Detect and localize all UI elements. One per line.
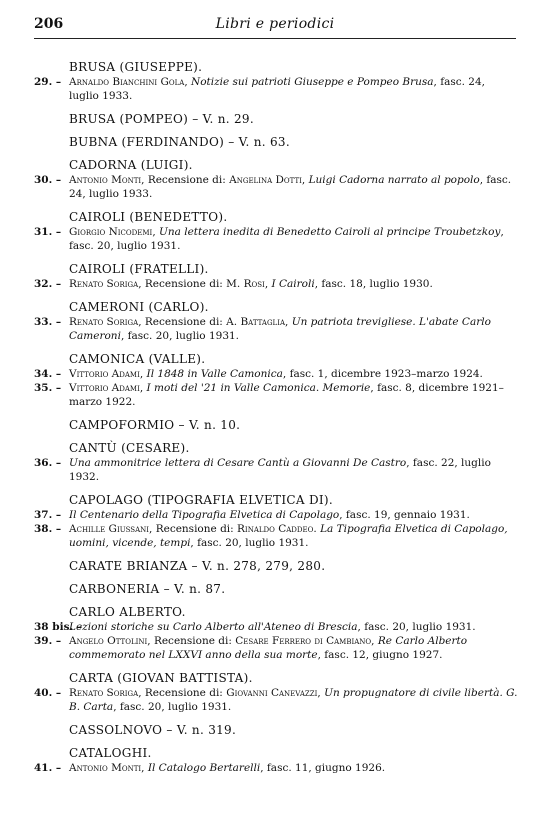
bibliography-entry — [34, 508, 518, 522]
entry-author: Vittorio Adami — [69, 368, 140, 380]
entry-text: , Recensione di: — [147, 635, 236, 647]
entry-title: Un propugnatore di civile libertà. G. B. Carta — [69, 687, 518, 713]
running-title: Libri e periodici — [215, 16, 335, 32]
section-heading: CAMPOFORMIO – V. n. 10. — [69, 418, 241, 432]
entry-number: 34. – — [34, 368, 62, 380]
entry-author: Angelina Dotti — [229, 174, 302, 186]
entry-text: , fasc. 19, gennaio 1931. — [339, 509, 470, 521]
entry-author: Renato Soriga — [69, 278, 139, 290]
section-heading: BRUSA (POMPEO) – V. n. 29. — [69, 112, 254, 126]
entry-text: , fasc. 18, luglio 1930. — [314, 278, 433, 290]
section-heading: CARLO ALBERTO. — [69, 605, 186, 619]
bibliography-entry — [34, 761, 518, 775]
entry-text: , — [317, 687, 325, 699]
entry-author: Achille Giussani — [69, 523, 150, 535]
section-heading: CARTA (GIOVAN BATTISTA). — [69, 671, 253, 685]
entry-text: , — [141, 762, 148, 774]
entry-text: , fasc. 24, luglio 1933. — [69, 76, 485, 102]
running-header — [34, 16, 516, 39]
section-heading: CANTÙ (CESARE). — [69, 441, 190, 455]
entry-title: Luigi Cadorna narrato al popolo — [308, 174, 480, 186]
entry-number: 31. – — [34, 226, 62, 238]
entry-number: 33. – — [34, 316, 62, 328]
entry-text: , Recensione di: — [138, 687, 227, 699]
entry-text: , — [139, 368, 147, 380]
entry-title: Il Centenario della Tipografia Elvetica di Capolago — [69, 509, 340, 521]
section-heading: CAIROLI (BENEDETTO). — [69, 210, 228, 224]
entry-text: , Recensione di: — [149, 523, 238, 535]
entry-text: , — [264, 278, 272, 290]
section-heading: CAMERONI (CARLO). — [69, 300, 209, 314]
entry-number: 40. – — [34, 687, 62, 699]
entry-text: , fasc. 8, dicembre 1921–marzo 1922. — [69, 382, 504, 408]
entry-author: Cesare Ferrero di Cambiano — [235, 635, 372, 647]
entry-title: Una ammonitrice lettera di Cesare Cantù a Giovanni De Castro — [69, 457, 407, 469]
page-number: 206 — [34, 16, 64, 32]
entry-title: Il 1848 in Valle Camonica — [146, 368, 283, 380]
entry-author: Renato Soriga — [69, 316, 139, 328]
bibliography-entry — [34, 315, 518, 343]
entry-number: 36. – — [34, 457, 62, 469]
entry-text: , — [285, 316, 292, 328]
bibliography-entry — [34, 225, 518, 253]
bibliography-entry — [34, 75, 518, 103]
entry-number: 38. – — [34, 523, 62, 535]
entry-text: , fasc. 22, luglio 1932. — [69, 457, 491, 483]
entry-title: Lezioni storiche su Carlo Alberto all'Ateneo di Brescia — [69, 621, 358, 633]
entry-number: 38 bis. – — [34, 621, 83, 633]
entry-author: Rosi — [243, 278, 265, 290]
entry-text: , fasc. 20, luglio 1931. — [357, 621, 476, 633]
section-heading: CATALOGHI. — [69, 746, 152, 760]
entry-text: , — [371, 635, 378, 647]
entry-text: , fasc. 20, luglio 1931. — [69, 226, 504, 252]
bibliography-entry — [34, 634, 518, 662]
bibliography-entry — [34, 173, 518, 201]
entry-text: , — [139, 382, 147, 394]
entry-number: 41. – — [34, 762, 62, 774]
entry-number: 32. – — [34, 278, 62, 290]
entry-title: La Tipografia Elvetica di Capolago, uomini, vicende, tempi — [69, 523, 508, 549]
entry-title: Il Catalogo Bertarelli — [147, 762, 261, 774]
section-heading: CASSOLNOVO – V. n. 319. — [69, 723, 237, 737]
entry-title: I Cairoli — [271, 278, 315, 290]
bibliography-entry — [34, 367, 518, 381]
entry-author: Rinaldo Caddeo — [237, 523, 314, 535]
section-heading: CARBONERIA – V. n. 87. — [69, 582, 226, 596]
entry-text: , fasc. 20, luglio 1931. — [190, 537, 309, 549]
bibliography-entry — [34, 381, 518, 409]
bibliography-entry — [34, 522, 518, 550]
entry-text: , Recensione di: A. — [138, 316, 241, 328]
entry-author: Angelo Ottolini — [69, 635, 148, 647]
entry-author: Giorgio Nicodemi — [69, 226, 153, 238]
entry-title: Notizie sui patrioti Giuseppe e Pompeo Brusa — [191, 76, 434, 88]
bibliography-list — [34, 60, 518, 775]
entry-title: Re Carlo Alberto commemorato nel LXXVI anno della sua morte — [69, 635, 468, 661]
entry-text: , fasc. 12, giugno 1927. — [317, 649, 443, 661]
entry-author: Antonio Monti — [69, 174, 142, 186]
bibliography-entry — [34, 620, 518, 634]
entry-author: Arnaldo Bianchini Gola — [69, 76, 185, 88]
section-heading: CAMONICA (VALLE). — [69, 352, 206, 366]
section-heading: CADORNA (LUIGI). — [69, 158, 193, 172]
entry-text: , fasc. 1, dicembre 1923–marzo 1924. — [282, 368, 483, 380]
entry-text: , Recensione di: M. — [138, 278, 244, 290]
entry-text: , fasc. 20, luglio 1931. — [120, 330, 240, 342]
section-heading: CAIROLI (FRATELLI). — [69, 262, 209, 276]
entry-text: . — [313, 523, 321, 535]
entry-text: , — [301, 174, 309, 186]
entry-title: Una lettera inedita di Benedetto Cairoli al principe Troubetzkoy — [159, 226, 501, 238]
entry-author: Renato Soriga — [69, 687, 139, 699]
entry-author: Battaglia — [240, 316, 286, 328]
section-heading: CARATE BRIANZA – V. n. 278, 279, 280. — [69, 559, 326, 573]
entry-number: 29. – — [34, 76, 62, 88]
section-heading: BUBNA (FERDINANDO) – V. n. 63. — [69, 135, 290, 149]
section-heading: BRUSA (GIUSEPPE). — [69, 60, 203, 74]
entry-number: 30. – — [34, 174, 62, 186]
bibliography-entry — [34, 456, 518, 484]
entry-text: , fasc. 24, luglio 1933. — [69, 174, 512, 200]
entry-author: Antonio Monti — [69, 762, 142, 774]
entry-text: , Recensione di: — [141, 174, 230, 186]
section-heading: CAPOLAGO (TIPOGRAFIA ELVETICA DI). — [69, 493, 333, 507]
entry-text: , fasc. 11, giugno 1926. — [260, 762, 386, 774]
entry-number: 37. – — [34, 509, 62, 521]
entry-text: , — [184, 76, 192, 88]
entry-number: 39. – — [34, 635, 62, 647]
bibliography-entry — [34, 686, 518, 714]
entry-title: Un patriota trevigliese. L'abate Carlo Cameroni — [69, 316, 491, 342]
entry-number: 35. – — [34, 382, 62, 394]
entry-author: Giovanni Canevazzi — [226, 687, 318, 699]
entry-text: , fasc. 20, luglio 1931. — [113, 701, 232, 713]
bibliography-entry — [34, 277, 518, 291]
entry-title: I moti del '21 in Valle Camonica. Memorie — [146, 382, 371, 394]
entry-text: , — [152, 226, 159, 238]
entry-author: Vittorio Adami — [69, 382, 140, 394]
